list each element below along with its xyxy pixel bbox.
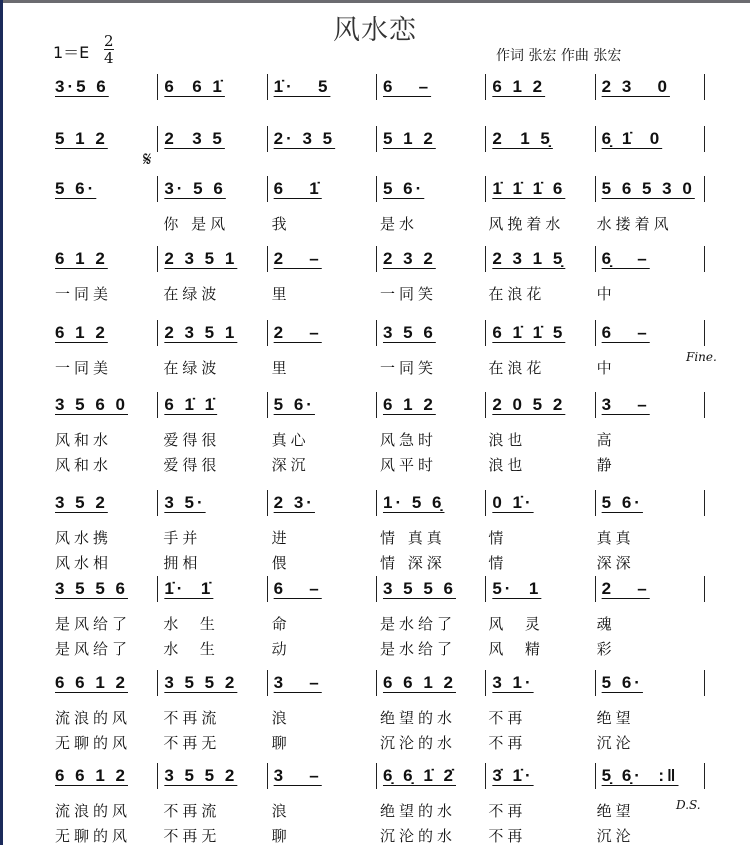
lyric-segment: 绝望的水 [379,709,456,727]
lyric-segment: 一同笑 [379,285,437,303]
lyric-line [55,212,705,236]
staff-row [55,246,705,272]
lyric-segment: 魂 [596,615,616,633]
lyric-segment: 爱得很 [163,431,221,449]
lyric-segment: 风和水 [55,431,113,449]
key-signature: 1＝E [53,43,90,62]
lyric-segment: 中 [596,285,616,303]
measure: 6̣ 1̇ 0 [595,126,704,152]
measure: 2 0 5 2 [485,392,594,418]
lyric-line [55,551,705,575]
measure: 6 6 1 2 [55,673,128,692]
lyric-segment [55,212,163,236]
measure: 5 1 2 [376,126,485,152]
window-left-border [0,0,3,845]
lyric-segment: 沉沦 [596,734,635,752]
lyric-line [55,356,705,380]
measure: 3 1· [485,670,594,696]
lyric-segment: 风平时 [379,456,437,474]
measure: 6 1̇ [267,176,376,202]
measure: 3 5 2 [55,493,108,512]
measure: 6 6 1̇ [157,74,266,100]
lyric-segment: 里 [271,359,291,377]
measure: 5 1 2 [55,129,108,148]
credits: 作词 张宏 作曲 张宏 [496,48,622,64]
lyric-segment: 风 精 [488,640,544,658]
measure: 5 6 5 3 0 [595,176,704,202]
lyric-segment: 里 [271,285,291,303]
lyric-segment: 动 [271,640,291,658]
measure: 3 5 6 0 [55,395,128,414]
measure: 2 – [267,320,376,346]
song-title: 风水恋 [333,15,417,46]
measure: 6 1 2 [55,323,108,342]
staff-row [55,763,705,789]
lyric-segment: 不再无 [163,734,221,752]
lyric-segment: 无聊的风 [55,827,132,845]
barline [704,126,705,152]
lyric-line [55,706,705,730]
lyric-segment: 真心 [271,431,310,449]
lyric-segment: 在浪花 [488,359,546,377]
staff-row [55,670,705,696]
lyric-line [55,428,705,452]
lyric-segment: 水搂着风 [596,215,673,233]
lyric-segment: 是水 [379,215,418,233]
lyric-segment: 真真 [596,529,635,547]
measure: 3 – [267,670,376,696]
measure: 5 6· [595,670,704,696]
lyric-segment: 绝望 [596,709,635,727]
fine-mark: Fine. [686,350,717,364]
measure: 6 1 2 [376,392,485,418]
lyric-segment: 沉沦的水 [379,734,456,752]
measure: 3·5 6 [55,77,109,96]
measure: 5· 1 [485,576,594,602]
measure: 5 6· [267,392,376,418]
barline [704,176,705,202]
lyric-segment: 在绿波 [163,285,221,303]
lyric-segment: 深沉 [271,456,310,474]
measure: 2 3· [267,490,376,516]
measure: 2 1 5̣ [485,126,594,152]
lyric-segment: 深深 [596,554,635,572]
measure: 3 – [595,392,704,418]
measure: 6 1 2 [485,74,594,100]
lyric-segment: 不再无 [163,827,221,845]
time-signature [104,33,114,66]
measure: 3 5 6 [376,320,485,346]
lyric-segment: 在绿波 [163,359,221,377]
measure: 2 3 5 1 [157,246,266,272]
staff-row [55,176,705,202]
lyric-segment: 聊 [271,827,291,845]
lyric-segment: 是风给了 [55,615,132,633]
lyric-segment: 水 生 [163,615,219,633]
lyric-segment: 是水给了 [379,640,456,658]
lyric-segment: 静 [596,456,616,474]
measure: 2 3 5 1 [157,320,266,346]
measure: 3 5 5 6 [376,576,485,602]
measure: 6 1̇ 1̇ [157,392,266,418]
lyric-segment: 流浪的风 [55,709,132,727]
lyric-segment: 拥相 [163,554,202,572]
measure: 6 6 1 2 [376,670,485,696]
lyric-line [55,731,705,755]
lyric-segment: 情 [488,529,508,547]
lyric-line [55,282,705,306]
measure: 2 3 2 [376,246,485,272]
lyric-segment: 风和水 [55,456,113,474]
lyric-segment: 一同笑 [379,359,437,377]
measure: 5 6· [595,490,704,516]
lyric-segment: 我 [271,215,291,233]
lyric-segment: 不再 [488,734,527,752]
lyric-segment: 浪也 [488,456,527,474]
measure: 3 5 5 6 [55,579,128,598]
measure: 6 1̇ 1̇ 5 [485,320,594,346]
lyric-segment: 不再 [488,827,527,845]
ds-mark: D.S. [676,798,701,812]
measure: 3 5 5 2 [157,763,266,789]
measure: 5 6· [376,176,485,202]
measure: 2 3 1 5̣ [485,246,594,272]
lyric-segment: 风水相 [55,554,113,572]
lyric-segment: 爱得很 [163,456,221,474]
lyric-line [55,612,705,636]
lyric-line [55,824,705,848]
lyric-segment: 情 [488,554,508,572]
staff-row [55,74,705,100]
lyric-line [55,453,705,477]
lyric-segment: 彩 [596,640,616,658]
lyric-segment: 情 真真 [379,529,446,547]
staff-row [55,392,705,418]
measure: 3· 5 6 [157,176,266,202]
window-top-border [0,0,750,3]
measure: 5 6· [55,179,97,198]
lyric-segment: 进 [271,529,291,547]
staff-row [55,126,705,152]
measure: 1̇· 1̇ [157,576,266,602]
measure: 6 6 1 2 [55,766,128,785]
lyric-segment: 浪 [271,802,291,820]
lyric-segment: 一同美 [55,285,113,303]
lyric-segment: 不再流 [163,709,221,727]
measure: 1̇ 1̇ 1̇ 6 [485,176,594,202]
barline [704,320,705,346]
staff-row [55,490,705,516]
measure: 6 1 2 [55,249,108,268]
measure: 2 – [595,576,704,602]
lyric-segment: 不再 [488,709,527,727]
lyric-line [55,526,705,550]
measure: 3 5· [157,490,266,516]
lyric-segment: 一同美 [55,359,113,377]
measure: 6 – [595,320,704,346]
lyric-segment: 是风给了 [55,640,132,658]
barline [704,576,705,602]
barline [704,392,705,418]
lyric-line [55,799,705,823]
time-top: 2 [104,32,114,50]
segno-icon: 𝄋 [143,147,152,171]
measure: 6 – [267,576,376,602]
lyric-line [55,637,705,661]
lyric-segment: 情 深深 [379,554,446,572]
measure: 3 5 5 2 [157,670,266,696]
lyric-segment: 你 是风 [163,215,230,233]
lyric-segment: 不再流 [163,802,221,820]
lyric-segment: 手并 [163,529,202,547]
measure: 2 – [267,246,376,272]
lyric-segment: 风 灵 [488,615,544,633]
lyric-segment: 沉沦 [596,827,635,845]
lyric-segment: 浪也 [488,431,527,449]
measure: 2 3 0 [595,74,704,100]
measure: 3 – [267,763,376,789]
lyric-segment: 不再 [488,802,527,820]
lyric-segment: 命 [271,615,291,633]
time-bottom: 4 [104,49,114,67]
measure: 5̣ 6̣· :‖ [595,763,704,789]
barline [704,670,705,696]
barline [704,490,705,516]
lyric-segment: 是水给了 [379,615,456,633]
lyric-segment: 偎 [271,554,291,572]
barline [704,246,705,272]
barline [704,74,705,100]
lyric-segment: 风挽着水 [488,215,565,233]
lyric-segment: 中 [596,359,616,377]
lyric-segment: 绝望的水 [379,802,456,820]
staff-row [55,576,705,602]
lyric-segment: 浪 [271,709,291,727]
lyric-segment: 绝望 [596,802,635,820]
lyric-segment: 风水携 [55,529,113,547]
measure: 3̇ 1̇· [485,763,594,789]
lyric-segment: 流浪的风 [55,802,132,820]
lyric-segment: 沉沦的水 [379,827,456,845]
measure: 1̇· 5 [267,74,376,100]
staff-row [55,320,705,346]
lyric-segment: 水 生 [163,640,219,658]
barline [704,763,705,789]
measure: 2· 3 5 [267,126,376,152]
measure: 0 1̇· [485,490,594,516]
measure: 2 3 5 [157,126,266,152]
lyric-segment: 无聊的风 [55,734,132,752]
lyric-segment: 聊 [271,734,291,752]
measure: 1· 5 6̣ [376,490,485,516]
lyric-segment: 高 [596,431,616,449]
lyric-segment: 在浪花 [488,285,546,303]
measure: 6̣ 6̣ 1̇ 2̇ [376,763,485,789]
measure: 6 – [376,74,485,100]
lyric-segment: 风急时 [379,431,437,449]
measure: 6̣ – [595,246,704,272]
